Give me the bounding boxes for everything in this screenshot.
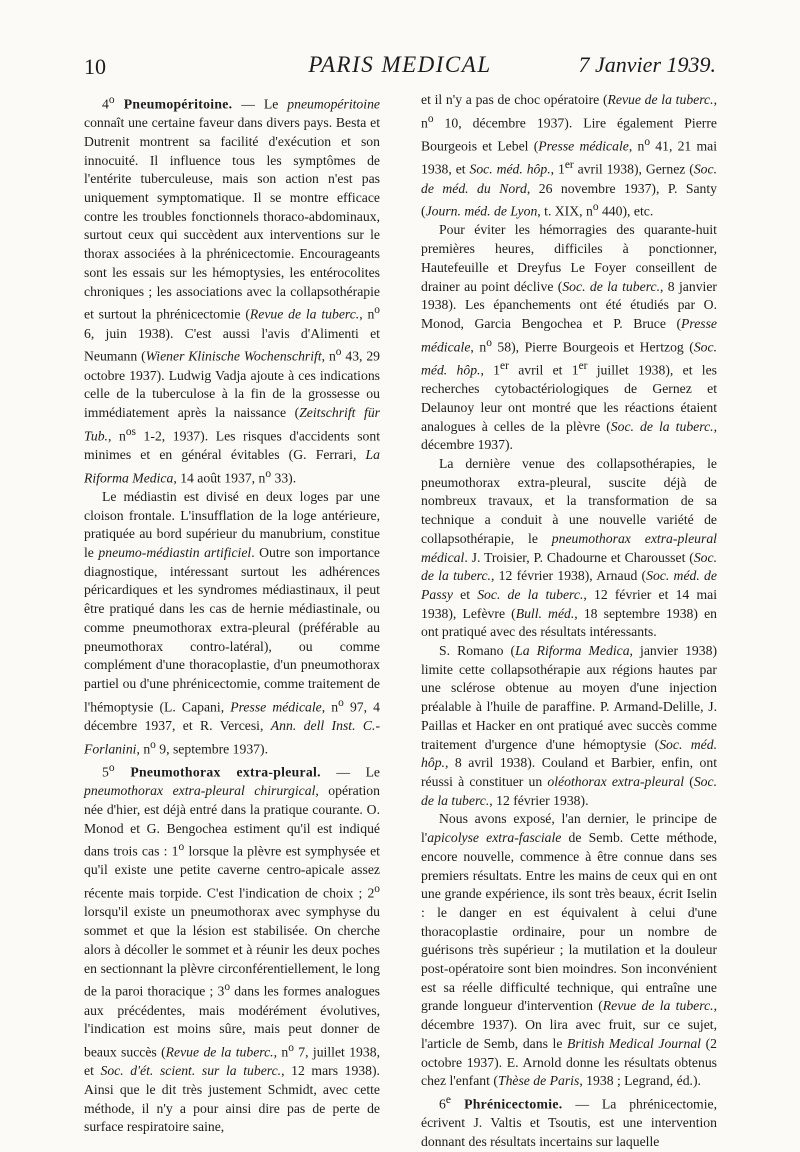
text-run: , 18 septembre 1938) en ont pratiqué avec des résultats intéressants. bbox=[421, 605, 717, 640]
citation-italic: Soc. de la tuberc. bbox=[421, 773, 717, 808]
superscript: o bbox=[374, 883, 380, 896]
citation-italic: Soc. méd. de Passy bbox=[421, 568, 717, 602]
superscript: o bbox=[224, 981, 231, 994]
text-run: , janvier 1938) limite cette collapsothérapie aux régions hautes par une sclérose obtenue au moyen d'une injection préalable à l'huile de paraffine. P. Armand-Delille, J. Paillas et Hacker en ont pratiqué avec succès comme traitement d'urgence d'une hémoptysie ( bbox=[421, 643, 717, 752]
citation-italic: Soc. méd. hôp. bbox=[421, 339, 718, 378]
citation-italic: Revue de la tuberc. bbox=[249, 306, 360, 322]
text-run: , n bbox=[359, 306, 375, 322]
text-run: avril et 1 bbox=[508, 362, 579, 378]
text-run: 9, septembre 1937). bbox=[155, 741, 269, 757]
superscript: o bbox=[265, 467, 272, 480]
text-run: , n bbox=[273, 1044, 289, 1060]
superscript: er bbox=[578, 359, 588, 372]
paragraph-pneumoperitoine bbox=[84, 91, 380, 488]
text-run: , n bbox=[107, 428, 126, 444]
citation-italic: Soc. de la tuberc. bbox=[610, 418, 714, 434]
citation-italic: pneumo-médiastin artificiel bbox=[98, 544, 252, 560]
citation-italic: Soc. de méd. du Nord bbox=[421, 161, 717, 196]
text-run: , n bbox=[470, 339, 487, 355]
citation-italic: Soc. d'ét. scient. sur la tuberc. bbox=[100, 1063, 282, 1079]
paragraph-apicolyse bbox=[421, 810, 717, 1091]
right-column bbox=[421, 91, 717, 1152]
citation-italic: Soc. de la tuberc. bbox=[421, 549, 717, 584]
superscript: o bbox=[178, 841, 185, 854]
citation-italic: Soc. méd. hôp. bbox=[469, 161, 551, 177]
text-run: , n bbox=[321, 348, 336, 364]
citation-italic: Wiener Klinische Wochenschrift bbox=[145, 348, 322, 364]
citation-italic: Presse médicale bbox=[230, 699, 322, 715]
citation-italic: pneumopéritoine bbox=[287, 96, 381, 112]
citation-italic: Soc. de la tuberc. bbox=[562, 278, 661, 294]
text-run: 58), Pierre Bourgeois et Hertzog ( bbox=[491, 339, 694, 355]
citation-italic: oléothorax extra-pleural bbox=[547, 773, 685, 789]
text-run: , décembre 1937). bbox=[421, 418, 717, 453]
text-run: 6 bbox=[439, 1096, 446, 1112]
text-run: dans les formes analogues aux précédentes, mais modérément évolutives, l'indication est moins sûre, mais peut donner de beaux succès ( bbox=[84, 983, 380, 1060]
text-run: Pour éviter les hémorragies des quarante-huit premières heures, difficiles à ponctionner, Hautefeuille et Dreyfus Le Foyer conseillent de drainer au point déclive ( bbox=[421, 222, 717, 294]
superscript: o bbox=[108, 761, 115, 774]
text-run: 4 bbox=[102, 96, 109, 112]
text-run: , décembre 1937). On lira avec fruit, sur ce sujet, l'article de Semb, dans le bbox=[421, 998, 717, 1051]
superscript: o bbox=[338, 696, 344, 709]
text-run: , 1 bbox=[480, 362, 501, 378]
text-run: 41, 21 mai 1938, et bbox=[421, 138, 718, 177]
citation-italic: Revue de la tuberc. bbox=[165, 1044, 274, 1060]
superscript: o bbox=[644, 135, 651, 148]
citation-italic: pneumothorax extra-pleural chirurgical bbox=[84, 783, 316, 799]
text-run: 440), etc. bbox=[598, 203, 654, 219]
superscript: o bbox=[150, 738, 156, 751]
text-run: , 12 février 1938). bbox=[489, 792, 589, 808]
superscript: o bbox=[108, 94, 115, 106]
text-run: — La phrénicectomie, écrivent J. Valtis et Tsoutis, est une intervention donnant des résultats incertains sur laquelle bbox=[421, 1096, 717, 1149]
issue-date: 7 Janvier 1939. bbox=[578, 52, 716, 77]
text-run: . Outre son importance diagnostique, intéressant surtout les adhérences péricardiques et les syndromes médiastinaux, il peut être pratiqué dans les cas de hernie médiastinale, ou comme pneumothorax extra-pleural (préférable au pneumothorax contro-latéral), ou comme complément d'une thoracoplastie, d'un pneumothorax partiel ou d'une phrénicectomie, comme traitement de l'hémoptysie (L. Capani, bbox=[84, 544, 380, 715]
section-heading: Phrénicectomie. bbox=[450, 1096, 563, 1112]
paragraph-pneumothorax-extra-pleural bbox=[84, 759, 380, 1137]
text-run: , n bbox=[321, 699, 339, 715]
superscript: o bbox=[427, 112, 434, 125]
text-run: La dernière venue des collapsothérapies, le pneumothorax extra-pleural, suscite déjà de nombreux travaux, et la transformation de sa technique a conduit à une nouvelle variété de collapsothérapie, le bbox=[421, 456, 717, 546]
text-run: avril 1938), Gernez ( bbox=[573, 161, 694, 177]
text-run: 97, 4 décembre 1937, et R. Vercesi, bbox=[84, 699, 381, 733]
citation-italic: Revue de la tuberc. bbox=[602, 998, 714, 1014]
text-run: 10, décembre 1937). Lire également Pierre Bourgeois et Lebel ( bbox=[421, 115, 717, 154]
text-run: Nous avons exposé, l'an dernier, le principe de l' bbox=[421, 811, 717, 846]
text-run: , 12 février et 14 mai 1938), Lefèvre ( bbox=[421, 586, 717, 621]
text-run: de Semb. Cette méthode, encore nouvelle, commence à être connue dans ses premiers résultats. Entre les mains de ceux qui en ont une grande expérience, ils sont très beaux, écrit Iselin : le danger en est équivalent à celui d'une thoracoplastie ordinaire, pour un nombre de guérisons très supérieur ; la mutilation et la douleur post-opératoire sont bien moindres. Son inconvénient est sa réelle difficulté technique, qui entraîne une grande longueur d'intervention ( bbox=[421, 830, 717, 1014]
text-run: , 1938 ; Legrand, éd.). bbox=[579, 1073, 701, 1089]
citation-italic: British Medical Journal bbox=[567, 1035, 701, 1051]
text-run: , 1 bbox=[550, 161, 565, 177]
citation-italic: Ann. dell Inst. C.-Forlanini bbox=[84, 717, 381, 757]
citation-italic: pneumothorax extra-pleural médical bbox=[421, 530, 717, 565]
superscript: o bbox=[288, 1041, 294, 1054]
text-run: , n bbox=[628, 138, 645, 154]
superscript: o bbox=[335, 346, 342, 359]
text-run: 43, 29 octobre 1937). Ludwig Vadja ajoute à ces indications celle de la tuberculose à la fin de la grossesse ou immédiatement après la naissance ( bbox=[84, 348, 381, 420]
superscript: e bbox=[445, 1093, 451, 1106]
text-run: , n bbox=[136, 741, 151, 757]
text-run: 1-2, 1937). Les risques d'accidents sont minimes et en général évitables (G. Ferrari, bbox=[84, 428, 381, 462]
text-run: , 26 novembre 1937), P. Santy ( bbox=[421, 180, 718, 219]
text-run: (2 octobre 1937). E. Arnold donne les résultats obtenus chez l'enfant ( bbox=[421, 1035, 718, 1089]
text-run: . J. Troisier, P. Chadourne et Charousset ( bbox=[464, 549, 694, 565]
citation-italic: Bull. méd. bbox=[515, 605, 575, 621]
text-run: juillet 1938), et les recherches cytobactériologiques de Gernez et Delaunoy leur ont montré que les réactions étaient analogues à celles de la plèvre ( bbox=[421, 362, 717, 434]
text-run: , 8 janvier 1938). Les épanchements ont été étudiés par O. Monod, Garcia Bengochea et P. Bruce ( bbox=[421, 278, 717, 331]
text-run: ( bbox=[684, 773, 694, 789]
citation-italic: La Riforma Medica bbox=[515, 643, 630, 659]
superscript: er bbox=[564, 159, 574, 172]
text-run: , t. XIX, n bbox=[537, 203, 593, 219]
citation-italic: Soc. méd. hôp. bbox=[421, 736, 717, 771]
text-run: S. Romano ( bbox=[439, 643, 516, 659]
citation-italic: apicolyse extra-fasciale bbox=[427, 830, 562, 846]
text-run: , n bbox=[421, 92, 717, 131]
text-run: 7, juillet 1938, et bbox=[84, 1044, 380, 1079]
citation-italic: Thèse de Paris bbox=[497, 1073, 580, 1089]
section-heading: Pneumothorax extra-pleural. bbox=[114, 764, 321, 780]
text-run: lorsqu'il existe un pneumothorax avec symphyse du sommet et que la lésion est stabilisée. On cherche alors à décoller le sommet et à réunir les deux poches en sectionnant la plèvre circonférentiellement, le long de la paroi thoracique ; 3 bbox=[84, 904, 380, 999]
paragraph-collapsotherapie-medicale bbox=[421, 455, 717, 642]
citation-italic: Journ. méd. de Lyon bbox=[425, 203, 538, 219]
superscript: o bbox=[486, 336, 492, 349]
text-run: 5 bbox=[102, 764, 109, 780]
text-run: , 8 avril 1938). Couland et Barbier, enfin, ont réussi à constituer un bbox=[421, 755, 717, 789]
text-run: lorsque la plèvre est symphysée et qu'il existe une petite caverne centro-apicale assez récente mais torpide. C'est l'indication de choix ; 2 bbox=[84, 843, 380, 901]
text-run: connaît une certaine faveur dans divers pays. Besta et Dutrenit montrent sa facilité d'exécution et son innocuité. Il influence tous les symptômes de l'entérite tuberculeuse, mais son action n'est pas uniquement symptomatique. Il se montre efficace contre les troubles fonctionnels thoraco-abdominaux, surtout ceux qui succèdent aux interventions sur le thorax associées à la phrénicectomie. Encourageants sont les essais sur les hémoptysies, les entérocolites chroniques ; les associations avec la collapsothérapie et surtout la phrénicectomie ( bbox=[84, 115, 380, 322]
paragraph-romano bbox=[421, 642, 717, 810]
text-run: — Le bbox=[232, 96, 288, 112]
page-number: 10 bbox=[84, 54, 106, 79]
superscript: er bbox=[500, 359, 509, 372]
citation-italic: Presse médicale bbox=[421, 315, 717, 355]
text-run: , opération née d'hier, est déjà entré dans la pratique courante. O. Monod et G. Bengochea estiment qu'il est indiqué dans trois cas : 1 bbox=[84, 783, 380, 859]
journal-title: PARIS MEDICAL bbox=[308, 52, 492, 77]
running-header bbox=[84, 52, 716, 86]
citation-italic: La Riforma Medica bbox=[84, 446, 380, 486]
text-run: , 14 août 1937, n bbox=[173, 470, 266, 486]
paragraph-hemorragies bbox=[421, 221, 717, 455]
citation-italic: Presse médicale bbox=[538, 138, 629, 154]
left-column bbox=[84, 91, 380, 1137]
text-run: 6, juin 1938). C'est aussi l'avis d'Alimenti et Neumann ( bbox=[84, 325, 380, 364]
text-run: — Le bbox=[320, 764, 380, 780]
text-run: , 12 mars 1938). Ainsi que le dit très justement Schmidt, avec cette méthode, il n'y a pour ainsi dire pas de perte de surface respiratoire saine, bbox=[84, 1063, 380, 1135]
text-run: 33). bbox=[271, 470, 297, 486]
text-run: , 12 février 1938), Arnaud ( bbox=[490, 568, 647, 584]
paragraph-continuation bbox=[421, 91, 717, 221]
text-run: et bbox=[452, 586, 478, 602]
text-run: Le médiastin est divisé en deux loges par une cloison frontale. L'insufflation de la loge antérieure, pratiquée au bord supérieur du manubrium, constitue le bbox=[84, 488, 380, 560]
paragraph-pneumo-mediastin bbox=[84, 488, 380, 759]
citation-italic: Soc. de la tuberc. bbox=[477, 586, 584, 602]
superscript: o bbox=[592, 201, 599, 214]
superscript: o bbox=[374, 304, 380, 317]
citation-italic: Revue de la tuberc. bbox=[607, 92, 714, 107]
section-heading: Pneumopéritoine. bbox=[114, 96, 233, 112]
citation-italic: Zeitschrift für Tub. bbox=[84, 404, 381, 444]
superscript: os bbox=[125, 425, 136, 438]
text-run: et il n'y a pas de choc opératoire ( bbox=[421, 92, 608, 107]
paragraph-phrenicectomie bbox=[421, 1091, 717, 1152]
